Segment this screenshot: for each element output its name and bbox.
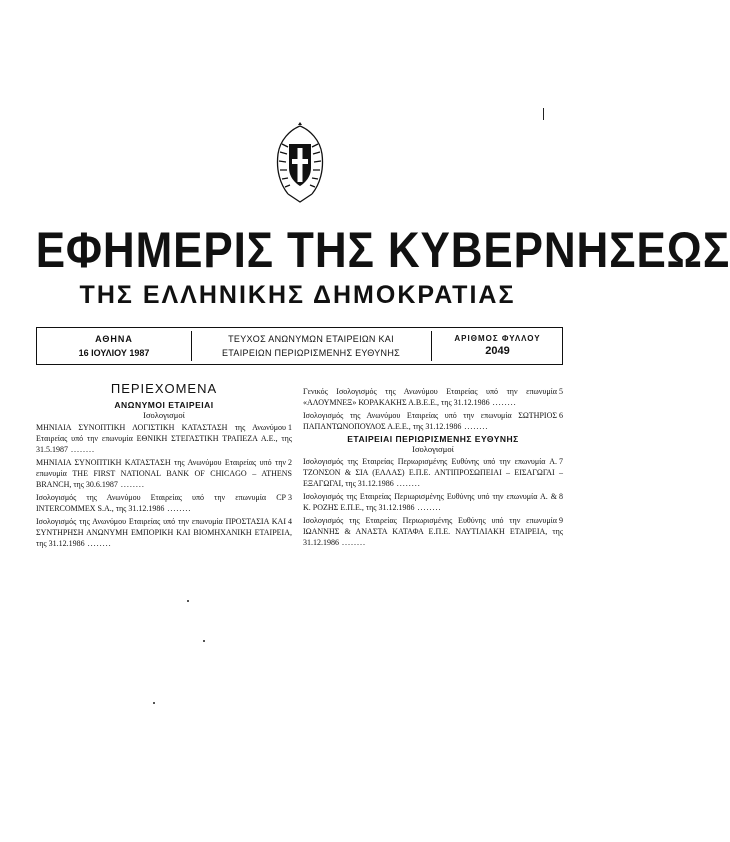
toc-heading: ΠΕΡΙΕΧΟΜΕΝΑ (110, 381, 218, 396)
leader-dots: ........ (84, 539, 112, 548)
sheet-number-cell (431, 328, 564, 364)
toc-page-number: 5 (559, 387, 563, 396)
sheet-number: 2049 (485, 345, 510, 357)
coat-of-arms-icon (268, 120, 332, 208)
toc-entry-text: Ισολογισμός της Ανωνύμου Εταιρείας υπό την επωνυμία ΣΩΤΗΡΙΟΣ ΠΑΠΑΝΤΩΝΟΠΟΥΛΟΣ Α.Ε.Ε., της 31.12.1986 (303, 411, 557, 431)
section-subtitle: Ισολογισμοί (412, 444, 454, 454)
toc-entry (303, 456, 563, 489)
section-subtitle: Ισολογισμοί (143, 410, 185, 420)
toc-entry-text: Γενικός Ισολογισμός της Ανωνύμου Εταιρείας υπό την επωνυμία «ΑΛΟΥΜΝΕΞ» ΚΟΡΑΚΑΚΗΣ Α.Β.Ε.Ε., της 31.12.1986 (303, 387, 557, 407)
toc-entry-text: ΜΗΝΙΑΙΑ ΣΥΝΟΠΤΙΚΗ ΛΟΓΙΣΤΙΚΗ ΚΑΤΑΣΤΑΣΗ της Ανωνύμου Εταιρείας υπό την επωνυμία ΕΘΝΙΚΗ ΣΤΕΓΑΣΤΙΚΗ ΤΡΑΠΕΖΑ Α.Ε., της 31.5.1987 (36, 423, 292, 454)
city: ΑΘΗΝΑ (95, 334, 133, 344)
toc-page-number: 7 (559, 457, 563, 466)
toc-entry (303, 410, 563, 432)
toc-entry-text: Ισολογισμός της Εταιρείας Περιωρισμένης Ευθύνης υπό την επωνυμία ΙΩΑΝΝΗΣ & ΑΝΑΣΤΑ ΚΑΤΑΦΑ Ε.Π.Ε. ΝΑΥΤΙΛΙΑΚΗ ΕΤΑΙΡΕΙΑ, της 31.12.1986 (303, 516, 563, 547)
leader-dots: ........ (489, 398, 517, 407)
gazette-subtitle: ΤΗΣ ΕΛΛΗΝΙΚΗΣ ΔΗΜΟΚΡΑΤΙΑΣ (79, 281, 516, 309)
gazette-title: ΕΦΗΜΕΡΙΣ ΤΗΣ ΚΥΒΕΡΝΗΣΕΩΣ (35, 222, 730, 278)
margin-mark (543, 108, 544, 120)
toc-page-number: 6 (559, 411, 563, 420)
section-title: ΕΤΑΙΡΕΙΑΙ ΠΕΡΙΩΡΙΣΜΕΝΗΣ ΕΥΘΥΝΗΣ (347, 434, 519, 444)
leader-dots: ........ (461, 422, 489, 431)
issue-info-box (36, 327, 563, 365)
scan-speck (153, 702, 155, 704)
issue-type-line2: ΕΤΑΙΡΕΙΩΝ ΠΕΡΙΩΡΙΣΜΕΝΗΣ ΕΥΘΥΝΗΣ (221, 348, 400, 358)
toc-right-column (303, 386, 563, 550)
sheet-number-label: ΑΡΙΘΜΟΣ ΦΥΛΛΟΥ (454, 334, 541, 343)
toc-entry (36, 457, 292, 490)
toc-entry-text: ΜΗΝΙΑΙΑ ΣΥΝΟΠΤΙΚΗ ΚΑΤΑΣΤΑΣΗ της Ανωνύμου Εταιρείας υπό την επωνυμία THE FIRST NATIONAL BANK OF CHICAGO – ATHENS BRANCH, της 30.6.1987 (36, 458, 292, 489)
toc-entries-right-b (303, 456, 563, 548)
issue-type-cell (191, 328, 431, 364)
toc-entry (303, 515, 563, 548)
section-title: ΑΝΩΝΥΜΟΙ ΕΤΑΙΡΕΙΑΙ (114, 400, 214, 410)
toc-page-number: 8 (559, 492, 563, 501)
leader-dots: ........ (414, 503, 442, 512)
leader-dots: ........ (117, 480, 145, 489)
issue-type-line1: ΤΕΥΧΟΣ ΑΝΩΝΥΜΩΝ ΕΤΑΙΡΕΙΩΝ ΚΑΙ (228, 334, 394, 344)
toc-entries-right-a (303, 386, 563, 432)
toc-entry (36, 516, 292, 549)
leader-dots: ........ (339, 538, 366, 547)
toc-entry (36, 422, 292, 455)
toc-page-number: 2 (288, 458, 292, 467)
toc-page-number: 9 (559, 516, 563, 525)
toc-entry (303, 491, 563, 513)
toc-page-number: 1 (288, 423, 292, 432)
scan-speck (187, 600, 189, 602)
toc-left-column (36, 383, 292, 551)
toc-entry (303, 386, 563, 408)
toc-entry-text: Ισολογισμός της Ανωνύμου Εταιρείας υπό την επωνυμία ΠΡΟΣΤΑΣΙΑ ΚΑΙ ΣΥΝΤΗΡΗΣΗ ΑΝΩΝΥΜΗ ΕΜΠΟΡΙΚΗ ΚΑΙ ΒΙΟΜΗΧΑΝΙΚΗ ΕΤΑΙΡΕΙΑ, της 31.12.1986 (36, 517, 292, 548)
place-date-cell (37, 328, 191, 364)
leader-dots: ........ (68, 445, 95, 454)
toc-entries-left (36, 422, 292, 549)
toc-entry-text: Ισολογισμός της Εταιρείας Περιωρισμένης Ευθύνης υπό την επωνυμία Α. ΤΖΟΝΣΟΝ & ΣΙΑ (ΕΛΛΑΣ) Ε.Π.Ε. ΑΝΤΙΠΡΟΣΩΠΕΙΑΙ – ΕΙΣΑΓΩΓΑΙ – ΕΞΑΓΩΓΑΙ, της 31.12.1986 (303, 457, 563, 488)
leader-dots: ........ (164, 504, 192, 513)
toc-page-number: 4 (288, 517, 292, 526)
leader-dots: ........ (393, 479, 421, 488)
scan-speck (203, 640, 205, 642)
issue-date: 16 ΙΟΥΛΙΟΥ 1987 (78, 348, 150, 358)
toc-page-number: 3 (288, 493, 292, 502)
toc-entry-text: Ισολογισμός της Ανωνύμου Εταιρείας υπό την επωνυμία CP INTERCOMMEX S.A., της 31.12.1986 (36, 493, 286, 513)
toc-entry (36, 492, 292, 514)
toc-entry-text: Ισολογισμός της Εταιρείας Περιωρισμένης Ευθύνης υπό την επωνυμία Α. & Κ. ΡΟΖΗΣ Ε.Π.Ε., της 31.12.1986 (303, 492, 557, 512)
